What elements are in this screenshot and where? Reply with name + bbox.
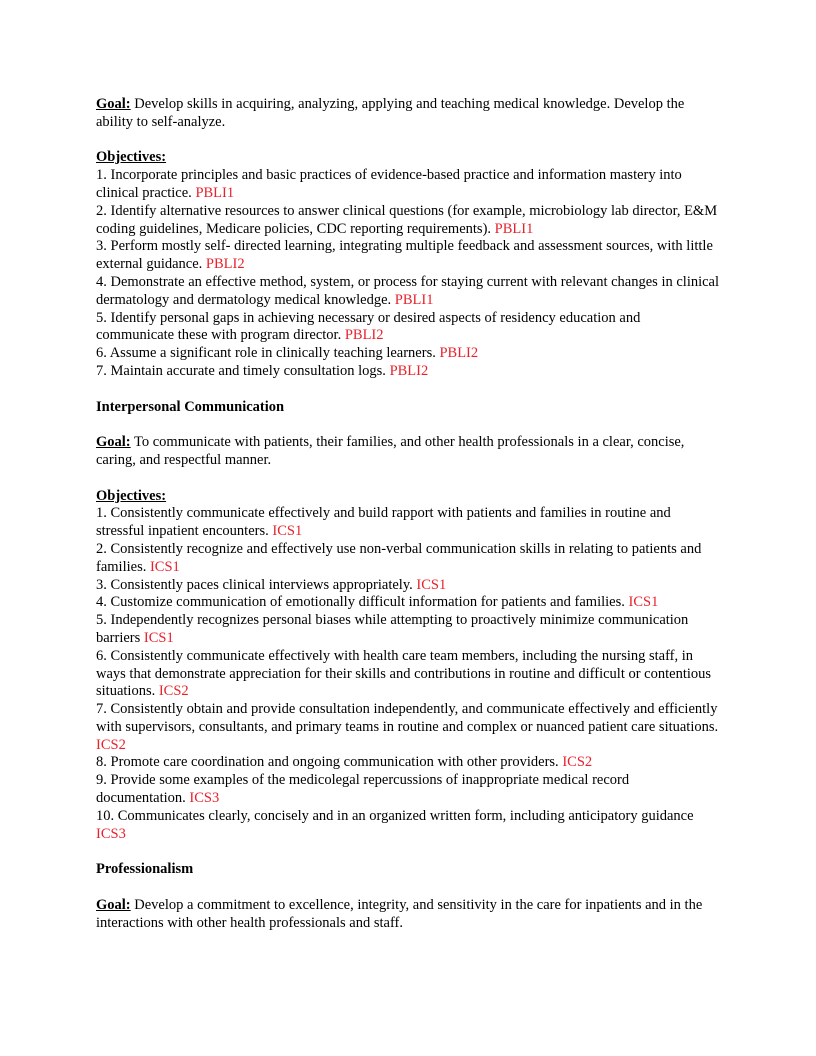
- ics-goal: [96, 434, 720, 470]
- goal-text: Develop a commitment to excellence, integrity, and sensitivity in the care for inpatients and in the interactions with other health professionals and staff.: [96, 896, 703, 931]
- objective-text: 1. Incorporate principles and basic practices of evidence-based practice and information mastery into clinical practice.: [96, 167, 682, 201]
- competency-code: ICS3: [96, 825, 126, 842]
- objective-text: 4. Customize communication of emotionally difficult information for patients and families.: [96, 594, 629, 611]
- objective-item: [96, 594, 720, 612]
- objective-item: [96, 310, 720, 346]
- objective-text: 1. Consistently communicate effectively and build rapport with patients and families in routine and stressful inpatient encounters.: [96, 505, 671, 540]
- professionalism-goal: [96, 897, 720, 933]
- competency-code: PBLI2: [389, 362, 429, 379]
- objectives-label: Objectives:: [96, 487, 167, 504]
- objective-text: 3. Consistently paces clinical interviews appropriately.: [96, 576, 417, 593]
- ics-objectives-list: [96, 505, 720, 843]
- objective-item: [96, 701, 720, 754]
- objective-item: [96, 754, 720, 772]
- objective-text: 2. Consistently recognize and effectively use non-verbal communication skills in relating to patients and families.: [96, 540, 702, 575]
- objectives-label: Objectives:: [96, 149, 167, 166]
- competency-code: ICS1: [272, 523, 303, 540]
- competency-code: PBLI2: [439, 345, 479, 362]
- competency-code: ICS1: [143, 629, 174, 646]
- objective-text: 7. Maintain accurate and timely consultation logs.: [96, 362, 390, 379]
- objective-item: [96, 238, 720, 274]
- competency-code: PBLI1: [195, 184, 235, 201]
- objective-text: 10. Communicates clearly, concisely and in an organized written form, including anticipatory guidance: [96, 807, 694, 824]
- competency-code: PBLI2: [344, 327, 384, 344]
- ics-objectives-label: [96, 488, 720, 506]
- section-heading-professionalism: Professionalism: [96, 861, 194, 878]
- goal-label: Goal:: [96, 434, 131, 451]
- goal-text: Develop skills in acquiring, analyzing, applying and teaching medical knowledge. Develop the ability to self-analyze.: [96, 96, 685, 130]
- objective-text: 9. Provide some examples of the medicolegal repercussions of inappropriate medical record documentation.: [96, 772, 630, 807]
- objective-item: [96, 203, 720, 239]
- objective-item: [96, 167, 720, 203]
- objective-text: 3. Perform mostly self- directed learning, integrating multiple feedback and assessment sources, with little external guidance.: [96, 238, 713, 273]
- objective-item: [96, 577, 720, 595]
- objective-item: [96, 363, 720, 381]
- objective-item: [96, 274, 720, 310]
- objective-text: 2. Identify alternative resources to answer clinical questions (for example, microbiology lab director, E&M coding guidelines, Medicare policies, CDC reporting requirements).: [96, 202, 718, 237]
- competency-code: ICS2: [562, 754, 593, 771]
- section-heading-ics: Interpersonal Communication: [96, 398, 285, 415]
- objective-text: 7. Consistently obtain and provide consultation independently, and communicate effectively and efficiently with supervisors, consultants, and primary teams in routine and complex or nuanced patient care situations.: [96, 701, 719, 735]
- competency-code: ICS3: [189, 790, 220, 807]
- competency-code: PBLI2: [205, 256, 245, 273]
- pbli-goal: [96, 96, 720, 132]
- objective-text: 6. Assume a significant role in clinically teaching learners.: [96, 345, 440, 362]
- competency-code: ICS2: [158, 683, 189, 700]
- competency-code: ICS1: [628, 594, 659, 611]
- objective-text: 6. Consistently communicate effectively with health care team members, including the nursing staff, in ways that demonstrate appreciation for their skills and contributions in routine and difficult or contentious situations.: [96, 647, 712, 700]
- competency-code: ICS1: [149, 558, 180, 575]
- goal-label: Goal:: [96, 896, 131, 913]
- competency-code: PBLI1: [394, 291, 434, 308]
- goal-label: Goal:: [96, 96, 131, 112]
- competency-code: ICS1: [416, 576, 447, 593]
- objective-item: [96, 345, 720, 363]
- objective-item: [96, 541, 720, 577]
- competency-code: ICS2: [96, 736, 126, 753]
- objective-text: 8. Promote care coordination and ongoing communication with other providers.: [96, 754, 563, 771]
- objective-item: [96, 808, 720, 844]
- objective-item: [96, 648, 720, 701]
- objective-item: [96, 772, 720, 808]
- objective-text: 5. Identify personal gaps in achieving necessary or desired aspects of residency education and communicate these with program director.: [96, 309, 641, 344]
- competency-code: PBLI1: [494, 220, 534, 237]
- objective-text: 5. Independently recognizes personal biases while attempting to proactively minimize communication barriers: [96, 612, 689, 646]
- goal-text: To communicate with patients, their families, and other health professionals in a clear, concise, caring, and respectful manner.: [96, 434, 685, 468]
- objective-item: [96, 505, 720, 541]
- objective-text: 4. Demonstrate an effective method, system, or process for staying current with relevant changes in clinical dermatology and dermatology medical knowledge.: [96, 273, 720, 308]
- pbli-objectives-label: [96, 149, 720, 167]
- pbli-objectives-list: [96, 167, 720, 381]
- objective-item: [96, 612, 720, 648]
